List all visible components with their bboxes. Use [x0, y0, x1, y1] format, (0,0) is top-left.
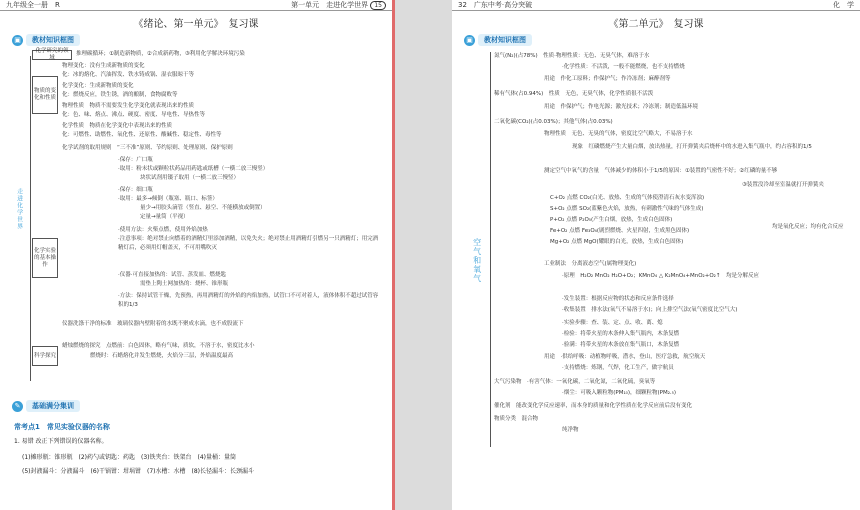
page-title: 《绪论、第一单元》 复习课	[133, 19, 259, 30]
tree-row: ·保存：广口瓶	[118, 157, 153, 163]
tree-row: ·检验：将带火星的木条伸入集气瓶内，木条复燃	[562, 331, 680, 337]
tree-row: 蜡烛燃烧的探究 点燃前：白色固体，略有气味，质软，不溶于水，密度比水小	[62, 343, 255, 349]
tree-row: ·使用方法：火柴点燃，使用外焰加热	[118, 227, 208, 233]
tree-row: ·取用：粉末状或颗粒状药品用药匙或纸槽（一横二放三慢竖）	[118, 166, 269, 172]
page-header-right	[452, 0, 860, 11]
tree-row: 均是氧化反应；均有化合反应	[772, 224, 844, 230]
answer-line-1: (1)摊形瓶：锥形瓶 (2)药勺或钥匙：药匙 (3)铁夹台：铁架台 (4)量桶：量筒	[22, 454, 236, 461]
tree-row: 稀有气体(占0.94%) 性质 无色，无臭气体，化学性质很不活泼	[494, 91, 654, 97]
tree-row: 用途 ·供给呼吸：动植物呼吸，潜水，登山，医疗急救，航空航天	[544, 354, 706, 360]
tree-row: 现象 红磷燃烧产生大量白烟，放出热量，打开弹簧夹后烧杯中的水进入集气瓶中，约占容积的1/5	[572, 144, 812, 150]
right-page	[452, 0, 860, 510]
question-text: 1. 易错 改正下列错误的仪器名称。	[14, 438, 108, 445]
tree-row: ·取用：最多→倾倒（瓶塞、瓶口、标签）	[118, 196, 218, 202]
tree-row: Mg+O₂ 点燃 MgO(耀眼的白光，放热，生成白色固体)	[550, 239, 684, 245]
section-label: 教材知识框图	[478, 34, 532, 46]
side-label: 空气和氧气	[472, 238, 482, 283]
section-header	[464, 34, 860, 46]
tree-row: 用途 作化工原料；作保护气；作冷冻剂；麻醉剂等	[544, 76, 671, 82]
header-right: 化 学	[833, 1, 854, 9]
tree-row: S+O₂ 点燃 SO₂(蓝紫色火焰，放热，有刺激性气味的气体生成)	[550, 206, 704, 212]
tree-row: ③装置没冷却至室温就打开弹簧夹	[742, 182, 824, 188]
knowledge-map	[452, 48, 860, 508]
tree-row: 化：可燃性、助燃性、氧化性、还原性、酸碱性、稳定性、毒性等	[62, 132, 222, 138]
tree-row: ·验满：将带火星的木条放在集气瓶口，木条复燃	[562, 342, 680, 348]
tree-row: 化：燃烧反应，铁生锈，酒的酿制，食物腐败等	[62, 92, 178, 98]
book-icon: ▣	[464, 35, 475, 46]
knowledge-map	[0, 48, 392, 398]
node-inquiry: 科学探究	[32, 346, 58, 366]
tree-row: ·实验步骤：查、装、定、点、收、离、熄	[562, 320, 663, 326]
page-number: 15	[370, 1, 386, 10]
tree-row: 定量→量筒（平视）	[140, 214, 189, 220]
tree-row: ·注意事项：绝对禁止向燃着的酒精灯里添加酒精，以免失火；绝对禁止用酒精灯引燃另一只酒精灯；用完酒精灯后，必须用灯帽盖灭，不可用嘴吹灭	[118, 236, 379, 251]
book-icon: ▣	[12, 35, 23, 46]
tree-row: 推理碳循环；①制造新物质，②合成新药物，③利用化学解决环境污染	[76, 51, 245, 57]
tree-row: 化学试剂的取用规则 “三不准”原则、节约原则、处理原则、保护原则	[62, 145, 233, 151]
tree-row: 化学性质 物质在化学变化中表现出来的性质	[62, 123, 173, 129]
tree-row: ·发生装置：根据反应物的状态和反应条件选择	[562, 296, 674, 302]
node-basic-ops: 化学实验的基本操作	[32, 238, 58, 278]
tree-row: 需垫上陶土网加热的：烧杯、锥形瓶	[140, 281, 229, 287]
tree-row: 化：色、味、熔点、沸点、硬度、密度、导电性、导热性等	[62, 112, 206, 118]
tree-row: ·收集装置 排水法(氧气不易溶于水)；向上排空气法(氧气密度比空气大)	[562, 307, 738, 313]
tree-row: 工业制法 分离液态空气(属物理变化)	[544, 261, 637, 267]
tree-row: 二氧化碳(CO₂)(占0.03%)；其他气体(占0.03%)	[494, 119, 613, 125]
node-change-property: 物质的变化和性质	[32, 76, 58, 114]
tree-row: 物质分类 混合物	[494, 416, 539, 422]
tree-row: 量少→用胶头滴管（竖直、悬空、不能横放或倒置）	[140, 205, 266, 211]
section-label-2: 基础满分集训	[26, 400, 80, 412]
tree-row: ·烟尘：可吸入颗粒物(PM₁₀)，细颗粒物(PM₂.₅)	[562, 390, 677, 396]
tree-row: ·仪器·可直接加热的：试管、蒸发皿、燃烧匙	[118, 272, 226, 278]
tree-row: 化：冰的熔化、汽油挥发、铁水铸成锅、湿衣服晾干等	[62, 72, 195, 78]
tree-row: 化学变化：生成新物质的变化	[62, 83, 134, 89]
tree-row: ·方法：保持试管干燥，先预热，再用酒精灯的外焰的内焰加热，试管口不可对着人，液体体积不超过试管容积的1/3	[118, 293, 379, 308]
tree-row: 用途 作保护气；作电光源；激光技术；冷冻剂；制造低温环境	[544, 104, 699, 110]
tree-row: ·保存：细口瓶	[118, 187, 153, 193]
tree-row: ·化学性质：不活泼，一般不能燃烧，也不支持燃烧	[562, 64, 685, 70]
tree-row: 催化剂 能改变化学反应速率，而本身的质量和化学性质在化学反应前后没有变化	[494, 403, 693, 409]
tree-row: 块状试剂用镊子取用（一横二放三慢竖）	[140, 175, 240, 181]
tree-row: C+O₂ 点燃 CO₂(白光、放热、生成的气体使澄清石灰水变浑浊)	[550, 195, 705, 201]
tree-row: 大气污染物 ·有害气体：一氧化碳，二氧化氮，二氧化硫，臭氧等	[494, 379, 656, 385]
tree-row: 仪器洗涤干净的标准 玻璃仪器内壁附着的水既不聚成水滴，也不成股流下	[62, 321, 244, 327]
tree-row: 物理性质 无色、无臭的气体，密度比空气略大，不易溶于水	[544, 131, 693, 137]
tree-row: Fe+O₂ 点燃 Fe₃O₄(剧烈燃烧、火星四射，生成黑色固体)	[550, 228, 690, 234]
tree-row: 燃烧时：石蜡熔化并发生燃烧，火焰分三层，外焰温度最高	[90, 353, 234, 359]
tree-row: 物理变化：没有生成新物质的变化	[62, 63, 145, 69]
section-header	[12, 34, 392, 46]
node-domain: 化学研究的领域	[32, 50, 72, 60]
pencil-icon: ✎	[12, 401, 23, 412]
tree-row: ·原理 H₂O₂ MnO₂ H₂O+O₂；KMnO₄ △ K₂MnO₄+MnO₂+O₂↑ 均是分解反应	[562, 273, 759, 279]
header-left: 九年级全一册 R	[6, 1, 60, 9]
section-header-2	[12, 400, 392, 412]
question-title: 常考点1 常见实验仪器的名称	[14, 423, 110, 431]
side-label: 走进化学世界	[15, 188, 23, 230]
header-right: 第一单元 走进化学世界	[291, 1, 369, 9]
tree-row: 氮气(N₂)(占78%) 性质·物理性质：无色、无臭气体，难溶于水	[494, 53, 650, 59]
tree-row: 测定空气中氧气的含量 气体减少的体积小于1/5的原因：①装置的气密性不好；②红磷的量不够	[544, 168, 778, 174]
tree-row: 纯净物	[562, 427, 579, 433]
left-page	[0, 0, 395, 510]
answer-line-2: (5)封液漏斗：分液漏斗 (6)干锅钳：坩埚钳 (7)水槽：水槽 (8)长径漏斗：长颈漏斗	[22, 468, 254, 475]
page-header	[0, 0, 392, 11]
section-label: 教材知识框图	[26, 34, 80, 46]
tree-row: ·支持燃烧：炼钢，气焊，化工生产，做宇航员	[562, 365, 674, 371]
tree-row: 物理性质 物质不需要发生化学变化就表现出来的性质	[62, 103, 195, 109]
page-title: 《第二单元》 复习课	[608, 19, 704, 30]
header-left: 32 广东中考·高分突破	[458, 1, 533, 9]
tree-row: P+O₂ 点燃 P₂O₅(产生白烟，放热，生成白色固体)	[550, 217, 673, 223]
